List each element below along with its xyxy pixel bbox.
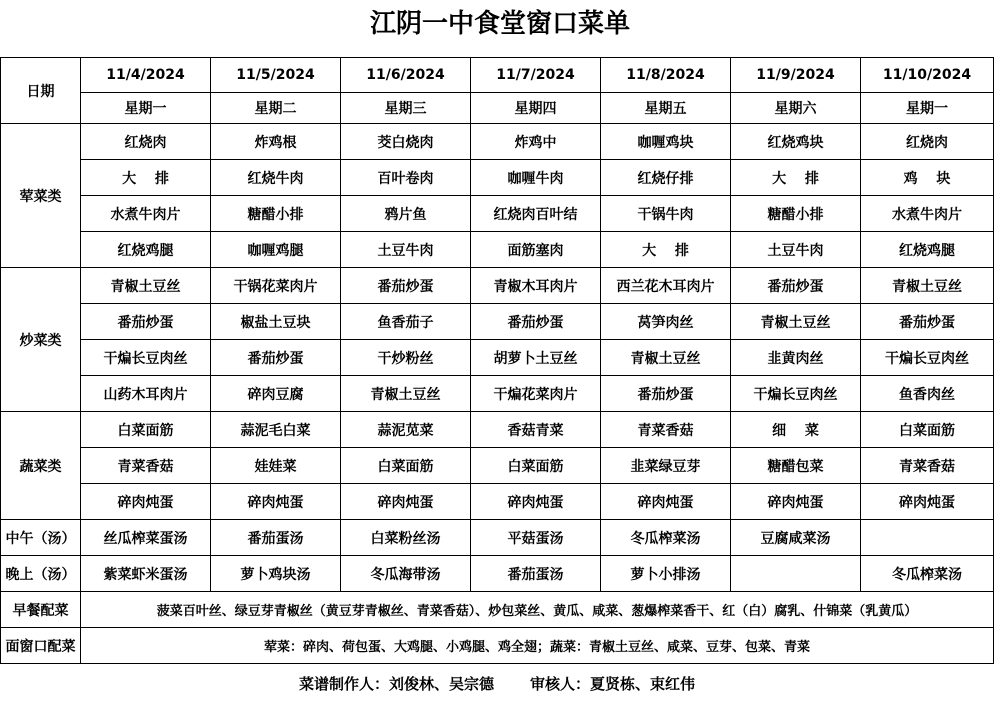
soup-cell: 冬瓜海带汤 [341,556,471,592]
dish-cell: 番茄炒蛋 [341,268,471,304]
dish-cell: 山药木耳肉片 [81,376,211,412]
category-label: 炒菜类 [1,268,81,412]
date-cell: 11/6/2024 [341,58,471,93]
dish-cell: 番茄炒蛋 [731,268,861,304]
soup-cell: 萝卜小排汤 [601,556,731,592]
dish-cell: 咖喱鸡块 [601,124,731,160]
dish-cell: 炸鸡中 [471,124,601,160]
dish-row [1,160,994,196]
date-cell: 11/4/2024 [81,58,211,93]
date-header-row [1,58,994,93]
soup-cell: 番茄蛋汤 [211,520,341,556]
date-cell: 11/9/2024 [731,58,861,93]
dish-cell: 红烧肉百叶结 [471,196,601,232]
dish-cell: 干煸长豆肉丝 [861,340,994,376]
weekday-cell: 星期一 [861,93,994,124]
dish-cell: 白菜面筋 [471,448,601,484]
page-title: 江阴一中食堂窗口菜单 [369,9,630,39]
dish-cell: 红烧鸡块 [731,124,861,160]
dish-cell: 韭黄肉丝 [731,340,861,376]
soup-label: 晚上（汤） [1,556,81,592]
dish-cell: 红烧鸡腿 [861,232,994,268]
dish-cell: 碎肉炖蛋 [861,484,994,520]
soup-cell: 平菇蛋汤 [471,520,601,556]
dish-cell: 青椒土豆丝 [81,268,211,304]
dish-cell: 红烧肉 [861,124,994,160]
soup-cell [861,520,994,556]
dish-cell: 红烧牛肉 [211,160,341,196]
dish-row [1,340,994,376]
noodle-label: 面窗口配菜 [1,628,81,664]
weekday-cell: 星期一 [81,93,211,124]
date-cell: 11/10/2024 [861,58,994,93]
weekday-header-row [1,93,994,124]
dish-cell: 青椒木耳肉片 [471,268,601,304]
dish-cell: 白菜面筋 [861,412,994,448]
dish-cell: 番茄炒蛋 [81,304,211,340]
menu-makers: 菜谱制作人：刘俊林、吴宗德 [298,674,494,693]
soup-cell: 丝瓜榨菜蛋汤 [81,520,211,556]
dish-cell: 碎肉炖蛋 [341,484,471,520]
dish-cell: 鱼香茄子 [341,304,471,340]
soup-cell [731,556,861,592]
dish-cell: 青菜香菇 [601,412,731,448]
dish-cell: 胡萝卜土豆丝 [471,340,601,376]
dish-cell: 蒜泥毛白菜 [211,412,341,448]
dish-cell: 蒜泥苋菜 [341,412,471,448]
soup-cell: 紫菜虾米蛋汤 [81,556,211,592]
dish-cell: 干锅花菜肉片 [211,268,341,304]
dish-cell: 椒盐土豆块 [211,304,341,340]
soup-label: 中午（汤） [1,520,81,556]
dish-cell: 茭白烧肉 [341,124,471,160]
dish-cell: 干炒粉丝 [341,340,471,376]
dish-row [1,448,994,484]
dish-cell: 炸鸡根 [211,124,341,160]
dish-cell: 水煮牛肉片 [81,196,211,232]
dish-cell: 细 菜 [731,412,861,448]
dish-cell: 糖醋小排 [731,196,861,232]
noodle-window-row [1,628,994,664]
dish-cell: 鱼香肉丝 [861,376,994,412]
noodle-text: 荤菜：碎肉、荷包蛋、大鸡腿、小鸡腿、鸡全翅；蔬菜：青椒土豆丝、咸菜、豆芽、包菜、青菜 [81,628,994,664]
category-label: 蔬菜类 [1,412,81,520]
dish-cell: 香菇青菜 [471,412,601,448]
weekday-cell: 星期五 [601,93,731,124]
dish-cell: 百叶卷肉 [341,160,471,196]
soup-cell: 冬瓜榨菜汤 [861,556,994,592]
dish-cell: 土豆牛肉 [341,232,471,268]
dish-cell: 鸦片鱼 [341,196,471,232]
dish-cell: 红烧仔排 [601,160,731,196]
dish-row [1,304,994,340]
dish-cell: 干锅牛肉 [601,196,731,232]
weekday-cell: 星期六 [731,93,861,124]
menu-reviewers: 审核人：夏贤栋、束红伟 [530,674,696,693]
dish-cell: 青椒土豆丝 [731,304,861,340]
dish-row [1,196,994,232]
soup-cell: 豆腐咸菜汤 [731,520,861,556]
dish-cell: 番茄炒蛋 [211,340,341,376]
dish-cell: 水煮牛肉片 [861,196,994,232]
soup-row [1,556,994,592]
dish-row [1,268,994,304]
footer-row [1,664,994,703]
dish-row [1,124,994,160]
dish-cell: 咖喱牛肉 [471,160,601,196]
date-cell: 11/7/2024 [471,58,601,93]
dish-row [1,232,994,268]
dish-cell: 番茄炒蛋 [861,304,994,340]
weekday-cell: 星期三 [341,93,471,124]
dish-cell: 青菜香菇 [861,448,994,484]
dish-cell: 青椒土豆丝 [601,340,731,376]
dish-cell: 青菜香菇 [81,448,211,484]
soup-cell: 白菜粉丝汤 [341,520,471,556]
weekday-cell: 星期二 [211,93,341,124]
footer-cell [1,664,994,703]
dish-cell: 土豆牛肉 [731,232,861,268]
dish-cell: 干煸花菜肉片 [471,376,601,412]
dish-cell: 糖醋小排 [211,196,341,232]
breakfast-text: 菠菜百叶丝、绿豆芽青椒丝（黄豆芽青椒丝、青菜香菇）、炒包菜丝、黄瓜、咸菜、葱爆榨菜香干、红（白）腐乳、什锦菜（乳黄瓜） [81,592,994,628]
menu-table [0,57,994,702]
soup-row [1,520,994,556]
dish-cell: 碎肉炖蛋 [211,484,341,520]
dish-cell: 碎肉炖蛋 [731,484,861,520]
dish-cell: 大 排 [81,160,211,196]
dish-cell: 青椒土豆丝 [341,376,471,412]
dish-cell: 碎肉炖蛋 [471,484,601,520]
dish-cell: 韭菜绿豆芽 [601,448,731,484]
dish-cell: 白菜面筋 [81,412,211,448]
dish-cell: 咖喱鸡腿 [211,232,341,268]
dish-row [1,376,994,412]
dish-cell: 莴笋肉丝 [601,304,731,340]
dish-cell: 面筋塞肉 [471,232,601,268]
dish-cell: 鸡 块 [861,160,994,196]
dish-cell: 番茄炒蛋 [471,304,601,340]
category-label: 荤菜类 [1,124,81,268]
dish-cell: 娃娃菜 [211,448,341,484]
weekday-cell: 星期四 [471,93,601,124]
dish-cell: 糖醋包菜 [731,448,861,484]
breakfast-label: 早餐配菜 [1,592,81,628]
breakfast-row [1,592,994,628]
dish-cell: 碎肉炖蛋 [81,484,211,520]
dish-cell: 西兰花木耳肉片 [601,268,731,304]
soup-cell: 萝卜鸡块汤 [211,556,341,592]
dish-cell: 白菜面筋 [341,448,471,484]
dish-cell: 大 排 [731,160,861,196]
date-cell: 11/5/2024 [211,58,341,93]
dish-cell: 红烧肉 [81,124,211,160]
soup-cell: 番茄蛋汤 [471,556,601,592]
dish-cell: 番茄炒蛋 [601,376,731,412]
dish-cell: 干煸长豆肉丝 [731,376,861,412]
dish-row [1,484,994,520]
dish-row [1,412,994,448]
dish-cell: 大 排 [601,232,731,268]
date-label: 日期 [1,58,81,124]
dish-cell: 碎肉炖蛋 [601,484,731,520]
soup-cell: 冬瓜榨菜汤 [601,520,731,556]
dish-cell: 干煸长豆肉丝 [81,340,211,376]
dish-cell: 碎肉豆腐 [211,376,341,412]
dish-cell: 红烧鸡腿 [81,232,211,268]
dish-cell: 青椒土豆丝 [861,268,994,304]
date-cell: 11/8/2024 [601,58,731,93]
